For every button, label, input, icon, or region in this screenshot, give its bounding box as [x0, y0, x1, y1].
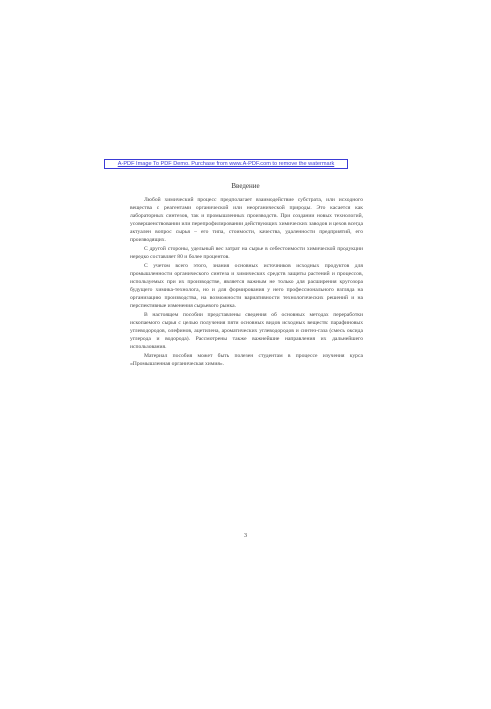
paragraph: В настоящем пособии представлены сведения об основных методах переработки ископаемого сырья с целью получения пяти основных видов исходных веществ: парафиновых углеводородов, олефинов, ацетилена, ароматических углеводородов и синтез-газа (смесь оксида углерода и водорода). Рассмотрены также важнейшие направления их дальнейшего использования. [130, 311, 363, 351]
page-number: 3 [244, 533, 247, 539]
watermark-banner[interactable]: A-PDF Image To PDF Demo. Purchase from www.A-PDF.com to remove the watermark [104, 159, 348, 169]
paragraph: С другой стороны, удельный вес затрат на сырье в себестоимости химической продукции нередко составляет 80 и более процентов. [130, 246, 363, 261]
paragraph: Материал пособия может быть полезен студентам в процессе изучения курса «Промышленная органическая химия». [130, 352, 363, 367]
paragraph: Любой химический процесс предполагает взаимодействие субстрата, или исходного вещества с реагентами органической или неорганической природы. Это касается как лабораторных синтезов, так и промышленных производств. При создании новых технологий, усовершенствовании или перепрофилировании действующих химических заводов и цехов всегда актуален вопрос сырья – его типа, стоимости, качества, удаленности предприятий, его производящих. [130, 197, 363, 244]
paragraph: С учетом всего этого, знания основных источников исходных продуктов для промышленности органического синтеза и химических средств защиты растений и процессов, используемых при их производстве, является важным не только для расширения кругозора будущего химика-технолога, но и для формирования у него профессионального взгляда на организацию производства, на возможности вариативности технологических решений и на перспективные изменения сырьевого рынка. [130, 262, 363, 310]
body-text [130, 196, 363, 368]
section-title: Введение [231, 182, 260, 190]
